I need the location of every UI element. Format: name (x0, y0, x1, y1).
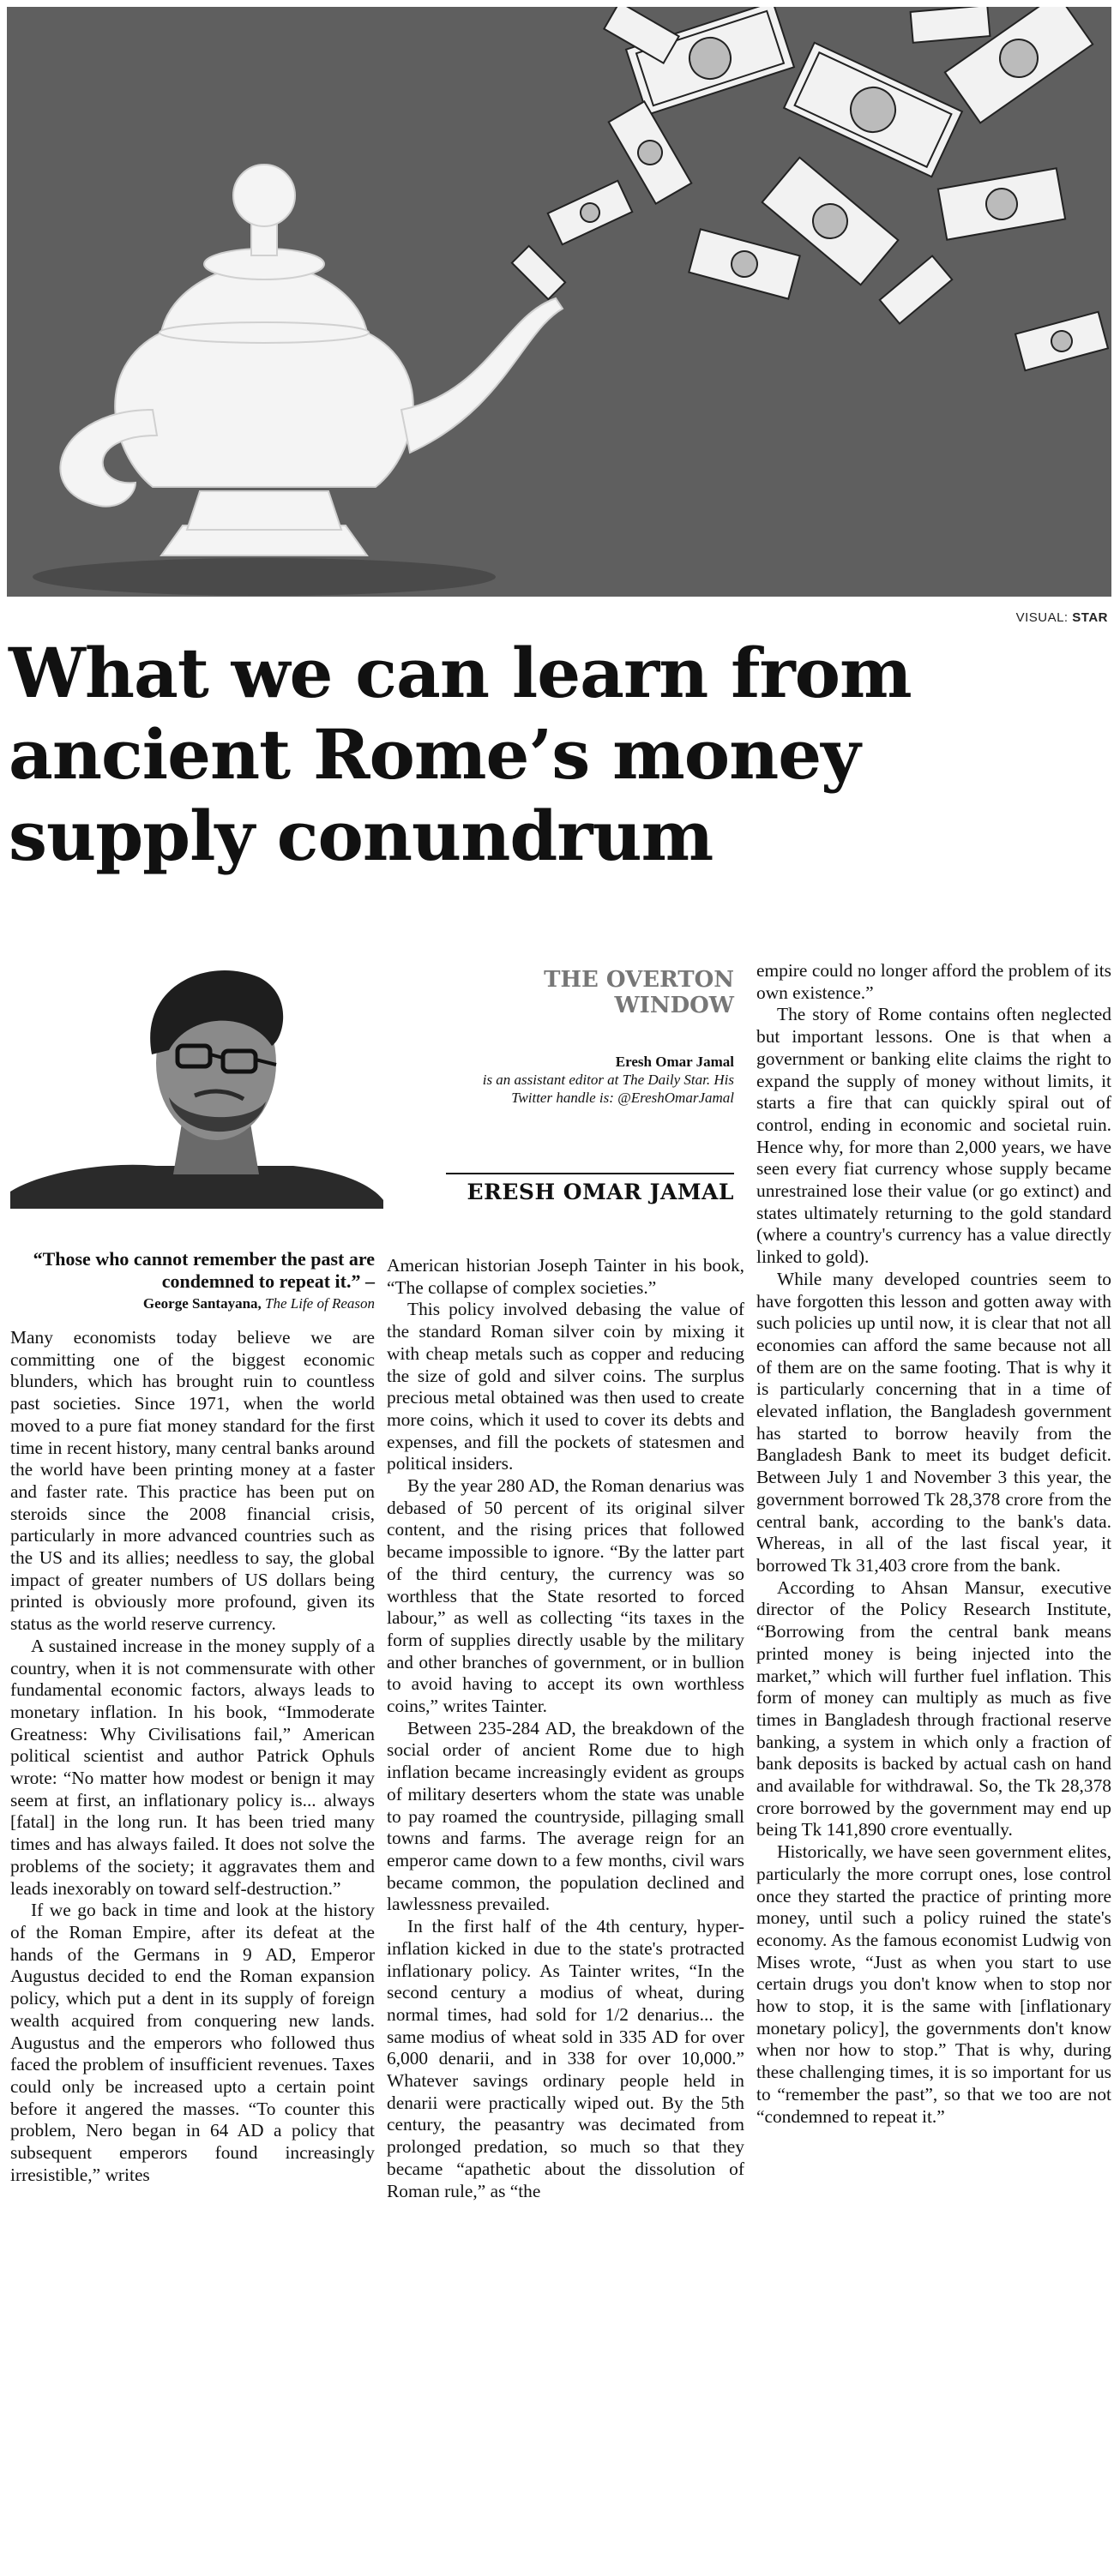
column-name-line2: WINDOW (614, 993, 734, 1018)
paragraph: According to Ahsan Mansur, executive director of the Policy Research Institute, “Borrowing from the central bank means printed money is being injected into the market,” which will further fuel inflation. This form of money can multiply as much as five times in Bangladesh through fractional reserve banking, a system in which only a fraction of bank deposits is backed by actual cash on hand and available for withdrawal. So, the Tk 28,378 crore borrowed by the government may end up being Tk 141,890 crore eventually. (756, 1576, 1111, 1840)
epigraph-attribution (10, 1294, 375, 1313)
bio-text: is an assistant editor at The Daily Star. His Twitter handle is: @EreshOmarJamal (482, 1072, 734, 1106)
paragraph: While many developed countries seem to have forgotten this lesson and gotten away with such policies up until now, it is clear that not all economies can afford the same because not all of them are on the same footing. That is why it is particularly concerning that in a time of elevated inflation, the Bangladesh government has started to borrow heavily from the Bangladesh Bank to meet its budget deficit. Between July 1 and November 3 this year, the government borrowed Tk 28,378 crore from the central bank, according to the bank's data. Whereas, in all of the last fiscal year, it borrowed Tk 31,403 crore from the bank. (756, 1268, 1111, 1576)
paragraph: Many economists today believe we are committing one of the biggest economic blunders, which has brought ruin to countless past societies. Since 1971, when the world moved to a pure fiat money standard for the first time in recent history, many central banks around the world have been printing money at a faster and faster rate. This practice has been put on steroids since the 2008 financial crisis, particularly in more advanced countries such as the US and its allies; needless to say, the global impact of greater numbers of US dollars being printed is obviously more profound, given its status as the world reserve currency. (10, 1327, 375, 1635)
epigraph (10, 1248, 375, 1313)
article-column-3 (756, 960, 1111, 2128)
paragraph: This policy involved debasing the value of the standard Roman silver coin by mixing it with cheap metals such as copper and reducing the size of gold and silver coins. The surplus precious metal obtained was then used to create more coins, which it used to cover its debts and expenses, and fill the pockets of statesmen and political insiders. (387, 1299, 744, 1474)
paragraph: American historian Joseph Tainter in his book, “The collapse of complex societies.” (387, 1255, 744, 1298)
paragraph: In the first half of the 4th century, hyper-inflation kicked in due to the state's protracted inflationary policy. As Tainter writes, “In the second century a modius of wheat, during normal times, had sold for 1/2 denarius... the same modius of wheat sold in 335 AD for over 6,000 denarii, and in 338 for over 10,000.” Whatever savings ordinary people held in denarii were practically wiped out. By the 5th century, the peasantry was decimated from prolonged predation, so much so that they became “apathetic about the dissolution of Roman rule,” as “the (387, 1916, 744, 2201)
paragraph: If we go back in time and look at the history of the Roman Empire, after its defeat at the hands of the Germans in 9 AD, Emperor Augustus decided to end the Roman expansion policy, which put a dent in its supply of foreign wealth acquired from conquering new lands. Augustus and the emperors who followed thus faced the problem of insufficient revenues. Taxes could only be increased upto a certain point before it angered the masses. “To counter this problem, Nero began in 64 AD a policy that subsequent emperors found increasingly irresistible,” writes (10, 1900, 375, 2185)
epigraph-author: George Santayana, (142, 1295, 262, 1312)
image-credit (1016, 610, 1108, 625)
epigraph-work: The Life of Reason (265, 1295, 375, 1312)
headline: What we can learn from ancient Rome’s money supply conundrum (9, 633, 912, 876)
paragraph: empire could no longer afford the problem of its own existence.” (756, 960, 1111, 1003)
credit-source: STAR (1072, 610, 1108, 625)
paragraph: Between 235-284 AD, the breakdown of the social order of ancient Rome due to high inflation became increasingly evident as groups of military deserters whom the state was unable to pay roamed the countryside, pillaging small towns and farms. The average reign for an emperor came down to a few months, civil wars became common, the population declined and lawlessness prevailed. (387, 1717, 744, 1915)
bio-name: Eresh Omar Jamal (615, 1054, 734, 1070)
author-photo (10, 952, 383, 1209)
article-column-1 (10, 1327, 375, 2186)
paragraph: A sustained increase in the money supply of a country, when it is not commensurate with other fundamental economic factors, always leads to monetary inflation. In his book, “Immoderate Greatness: Why Civilisations fail,” American political scientist and author Patrick Ophuls wrote: “No matter how modest or benign it may seem at first, an inflationary policy is... always [fatal] in the long run. It has been tried many times and has always failed. It does not solve the problems of the society; it aggravates them and leads inexorably on toward self-destruction.” (10, 1635, 375, 1899)
credit-label: VISUAL: (1015, 610, 1069, 625)
epigraph-quote: “Those who cannot remember the past are condemned to repeat it.” (33, 1248, 375, 1292)
byline: ERESH OMAR JAMAL (467, 1180, 734, 1204)
author-portrait-icon (10, 952, 383, 1209)
hero-illustration (7, 7, 1111, 597)
author-bio (451, 1053, 734, 1107)
column-name-line1: THE OVERTON (544, 967, 734, 993)
byline-rule (446, 1173, 734, 1174)
paragraph: By the year 280 AD, the Roman denarius was debased of 50 percent of its original silver content, and the rising prices that followed became impossible to ignore. “By the latter part of the third century, the currency was so worthless that the State resorted to forced labour,” as well as collecting “its taxes in the form of supplies directly usable by the military and other branches of government, or in bullion to avoid having to accept its own worthless coins,” writes Tainter. (387, 1475, 744, 1717)
magic-lamp-icon (7, 7, 1111, 597)
column-name (544, 967, 734, 1018)
article-column-2 (387, 1255, 744, 2202)
paragraph: Historically, we have seen government elites, particularly the more corrupt ones, lose control once they started the practice of printing more money, until such a policy ruined the state's economy. As the famous economist Ludwig von Mises wrote, “Just as when you start to use certain drugs you don't know when to stop nor how to stop, it is the same with [inflationary monetary policy], the governments don't know when nor how to stop.” That is why, during these challenging times, it is so important for us to “remember the past”, so that we too are not “condemned to repeat it.” (756, 1841, 1111, 2127)
paragraph: The story of Rome contains often neglected but important lessons. One is that when a government or banking elite claims the right to expand the supply of money without limits, it starts a fire that can quickly spiral out of control, ending in economic and societal ruin. Hence why, for more than 2,000 years, we have seen every fiat currency whose supply became unrestrained lose their value (or go extinct) and states ultimately returning to the gold standard (where a country's currency has a value directly linked to gold). (756, 1004, 1111, 1268)
epigraph-text (10, 1248, 375, 1293)
epigraph-dash: – (360, 1270, 375, 1292)
